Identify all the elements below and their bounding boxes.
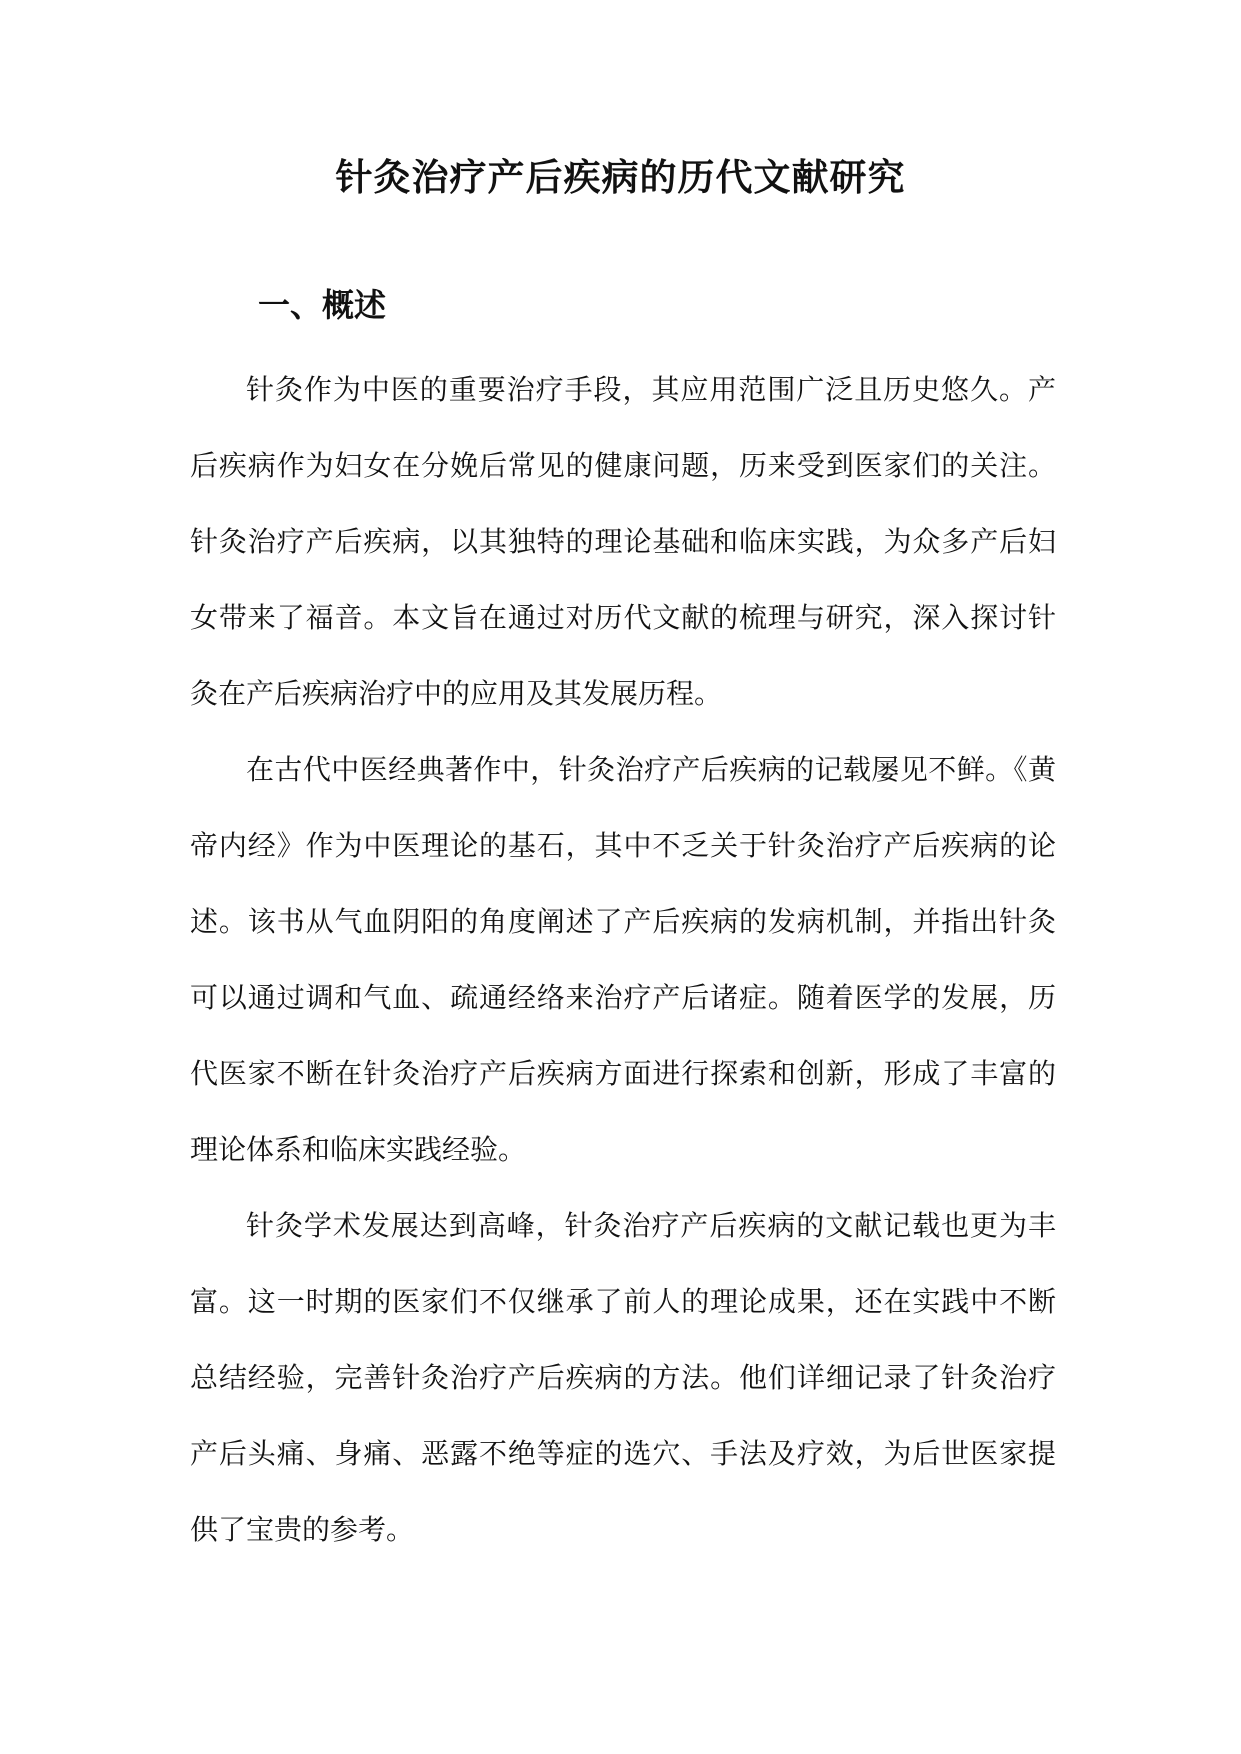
body-paragraph: 在古代中医经典著作中，针灸治疗产后疾病的记载屡见不鲜。《黄帝内经》作为中医理论的基石，其中不乏关于针灸治疗产后疾病的论述。该书从气血阴阳的角度阐述了产后疾病的发病机制，并指出针灸可以通过调和气血、疏通经络来治疗产后诸症。随着医学的发展，历代医家不断在针灸治疗产后疾病方面进行探索和创新，形成了丰富的理论体系和临床实践经验。 <box>190 753 1056 1166</box>
document-title: 针灸治疗产后疾病的历代文献研究 <box>335 155 906 199</box>
body-paragraph: 针灸学术发展达到高峰，针灸治疗产后疾病的文献记载也更为丰富。这一时期的医家们不仅继承了前人的理论成果，还在实践中不断总结经验，完善针灸治疗产后疾病的方法。他们详细记录了针灸治疗产后头痛、身痛、恶露不绝等症的选穴、手法及疗效，为后世医家提供了宝贵的参考。 <box>190 1209 1056 1546</box>
section-heading: 一、概述 <box>258 286 387 324</box>
body-paragraph: 针灸作为中医的重要治疗手段，其应用范围广泛且历史悠久。产后疾病作为妇女在分娩后常见的健康问题，历来受到医家们的关注。针灸治疗产后疾病，以其独特的理论基础和临床实践，为众多产后妇女带来了福音。本文旨在通过对历代文献的梳理与研究，深入探讨针灸在产后疾病治疗中的应用及其发展历程。 <box>190 373 1056 710</box>
